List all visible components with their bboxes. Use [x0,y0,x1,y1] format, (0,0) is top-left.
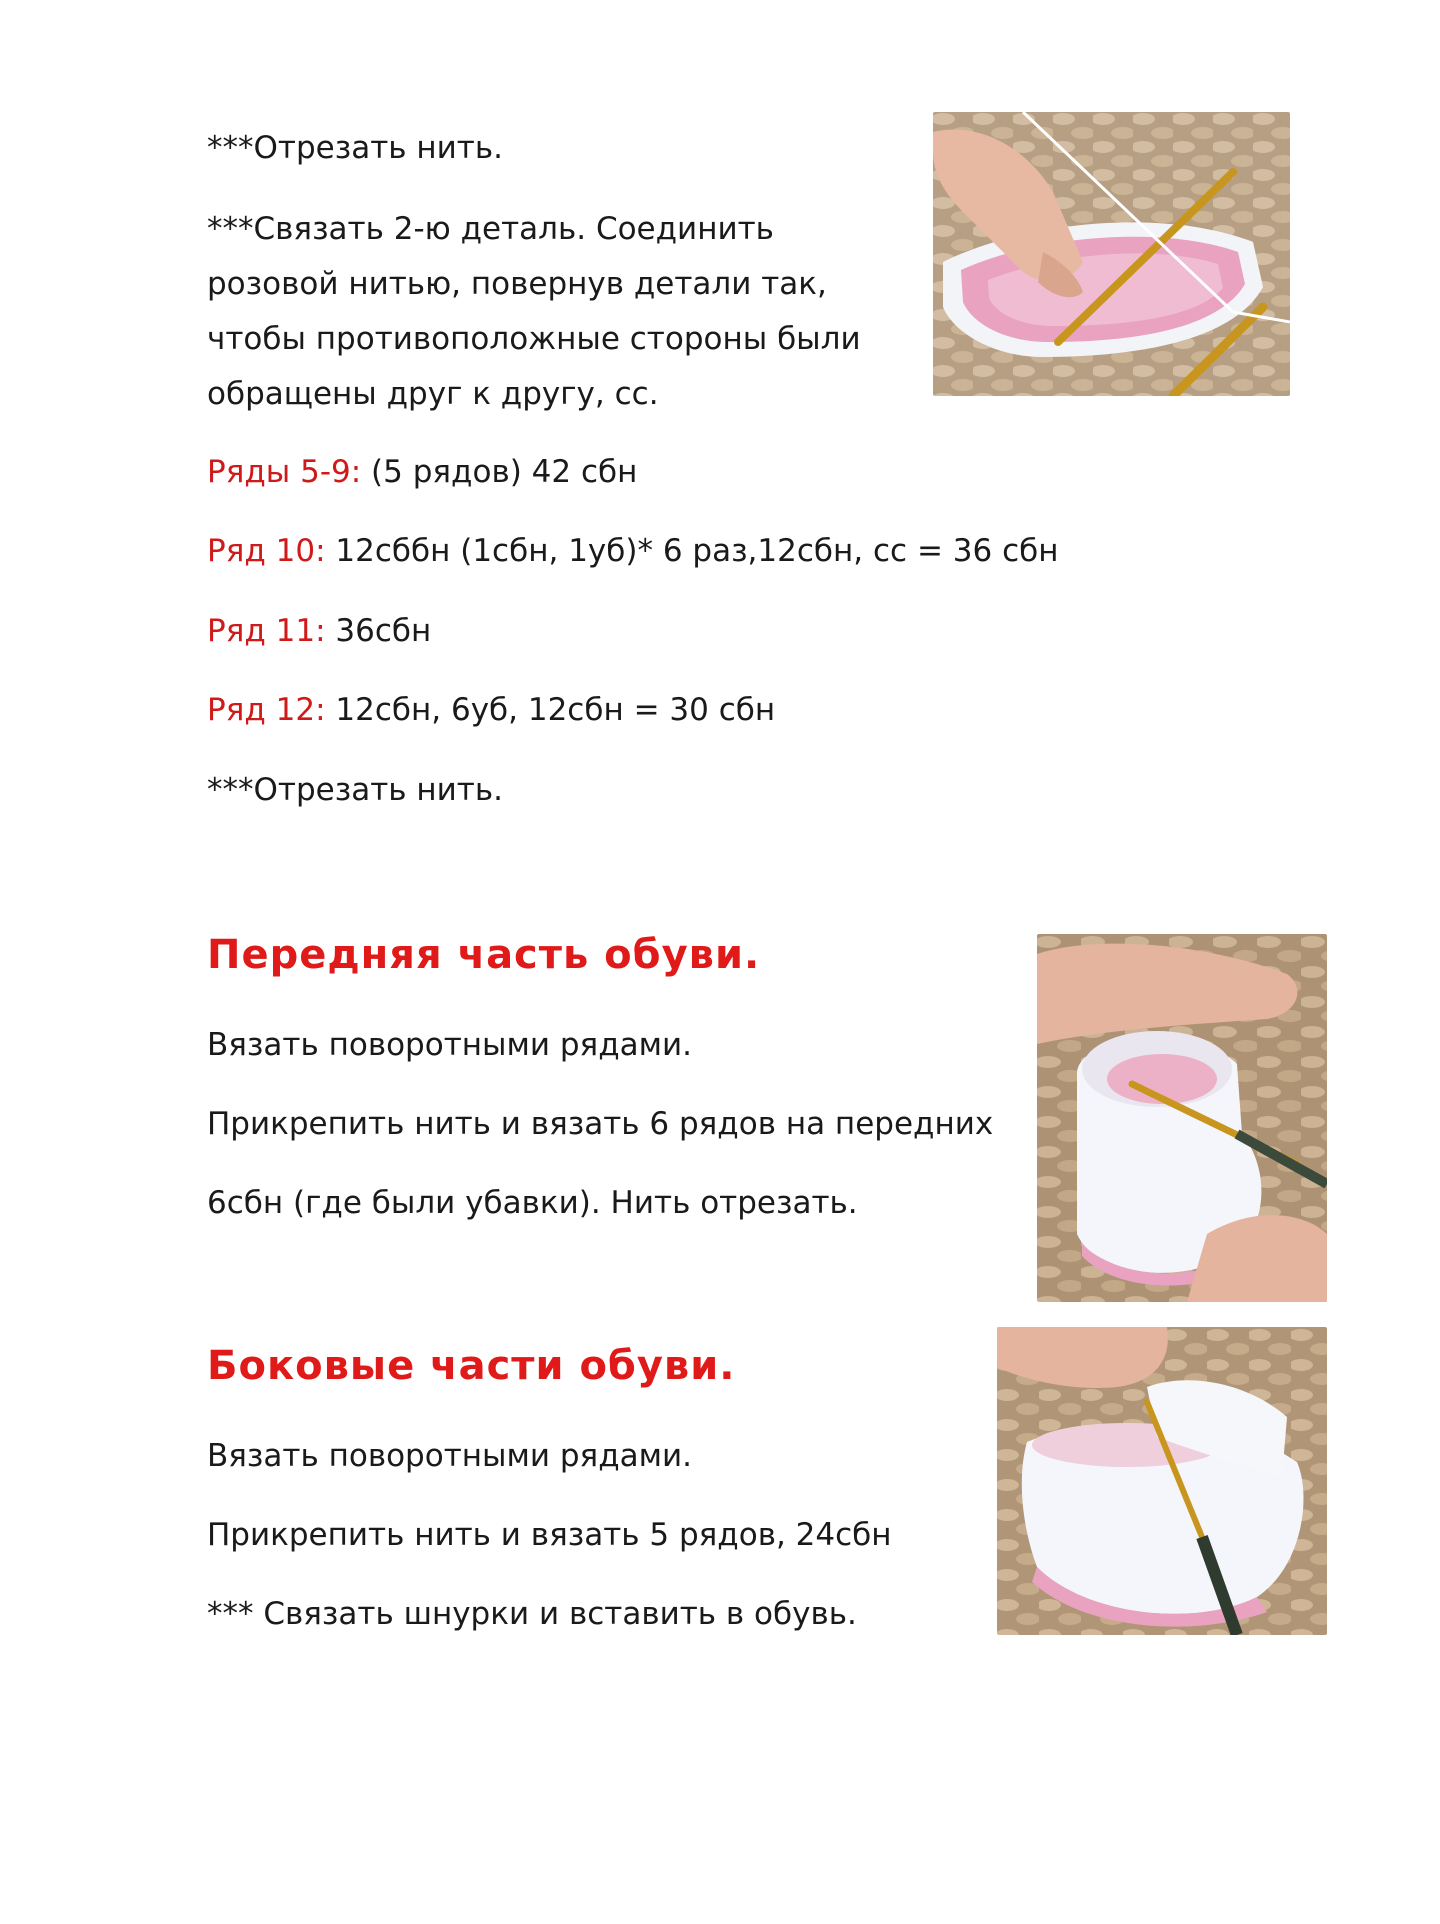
row-instruction [207,531,1059,571]
row-label: Ряд 10: [207,533,326,569]
front-instruction-line-1: Вязать поворотными рядами. [207,1027,693,1063]
sole-joining-photo [933,112,1290,396]
row-label: Ряд 11: [207,613,326,649]
cut-thread-note: ***Отрезать нить. [207,130,503,166]
sole-joining-illustration [933,112,1290,396]
row-text: 36сбн [325,613,432,649]
shoe-front-illustration [1037,934,1327,1302]
shoe-side-illustration [997,1327,1327,1635]
row-instruction [207,690,775,730]
second-part-line-3: чтобы противоположные стороны были [207,321,861,357]
row-instruction [207,452,637,492]
cut-thread-note: ***Отрезать нить. [207,772,503,808]
side-parts-heading: Боковые части обуви. [207,1343,736,1389]
shoe-front-photo [1037,934,1327,1302]
side-instruction-line-1: Вязать поворотными рядами. [207,1438,693,1474]
row-label: Ряды 5-9: [207,454,362,490]
side-instruction-line-3: *** Связать шнурки и вставить в обувь. [207,1596,857,1632]
side-instruction-line-2: Прикрепить нить и вязать 5 рядов, 24сбн [207,1517,892,1553]
row-text: 12сббн (1сбн, 1уб)* 6 раз,12сбн, сс = 36 сбн [325,533,1059,569]
row-label: Ряд 12: [207,692,326,728]
shoe-side-photo [997,1327,1327,1635]
row-text: (5 рядов) 42 сбн [361,454,638,490]
front-instruction-line-3: 6сбн (где были убавки). Нить отрезать. [207,1185,858,1221]
row-text: 12сбн, 6уб, 12сбн = 30 сбн [325,692,776,728]
second-part-line-4: обращены друг к другу, сс. [207,376,659,412]
front-part-heading: Передняя часть обуви. [207,932,761,978]
row-instruction [207,611,431,651]
front-instruction-line-2: Прикрепить нить и вязать 6 рядов на передних [207,1106,994,1142]
second-part-line-1: ***Связать 2-ю деталь. Соединить [207,211,774,247]
second-part-line-2: розовой нитью, повернув детали так, [207,266,827,302]
